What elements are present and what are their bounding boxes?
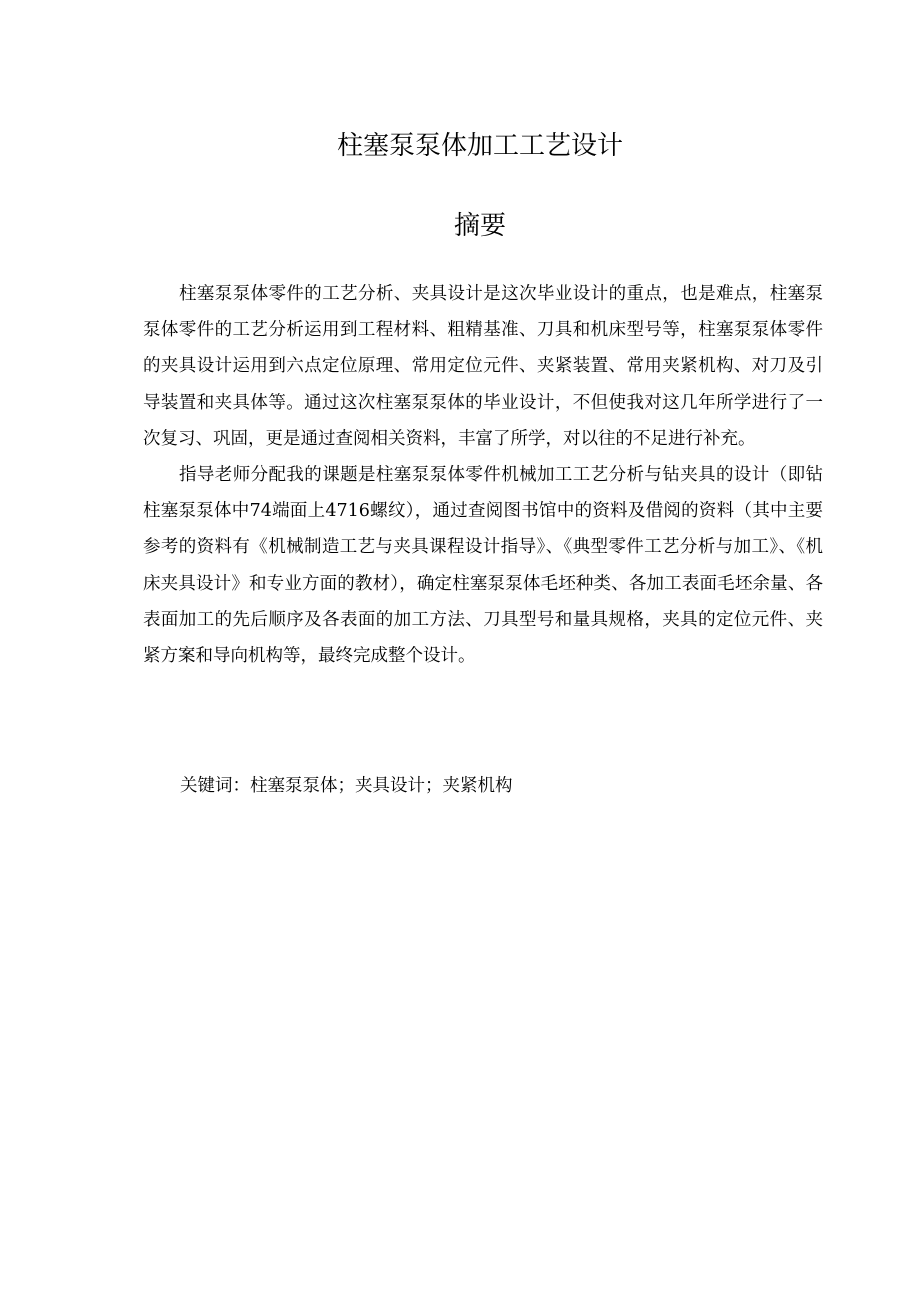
abstract-body — [143, 276, 823, 674]
keywords-line: 关键词：柱塞泵泵体；夹具设计；夹紧机构 — [180, 776, 513, 796]
abstract-heading: 摘要 — [453, 211, 506, 241]
document-title: 柱塞泵泵体加工工艺设计 — [336, 131, 623, 161]
abstract-paragraph-1: 柱塞泵泵体零件的工艺分析、夹具设计是这次毕业设计的重点，也是难点，柱塞泵泵体零件的工艺分析运用到工程材料、粗精基准、刀具和机床型号等，柱塞泵泵体零件的夹具设计运用到六点定位原理、常用定位元件、夹紧装置、常用夹紧机构、对刀及引导装置和夹具体等。通过这次柱塞泵泵体的毕业设计，不但使我对这几年所学进行了一次复习、巩固，更是通过查阅相关资料，丰富了所学，对以往的不足进行补充。 — [143, 284, 823, 449]
abstract-paragraph-2: 指导老师分配我的课题是柱塞泵泵体零件机械加工工艺分析与钻夹具的设计（即钻柱塞泵泵体中74端面上4716螺纹），通过查阅图书馆中的资料及借阅的资料（其中主要参考的资料有《机械制造工艺与夹具课程设计指导》、《典型零件工艺分析与加工》、《机床夹具设计》和专业方面的教材），确定柱塞泵泵体毛坯种类、各加工表面毛坯余量、各表面加工的先后顺序及各表面的加工方法、刀具型号和量具规格，夹具的定位元件、夹紧方案和导向机构等，最终完成整个设计。 — [143, 465, 823, 667]
